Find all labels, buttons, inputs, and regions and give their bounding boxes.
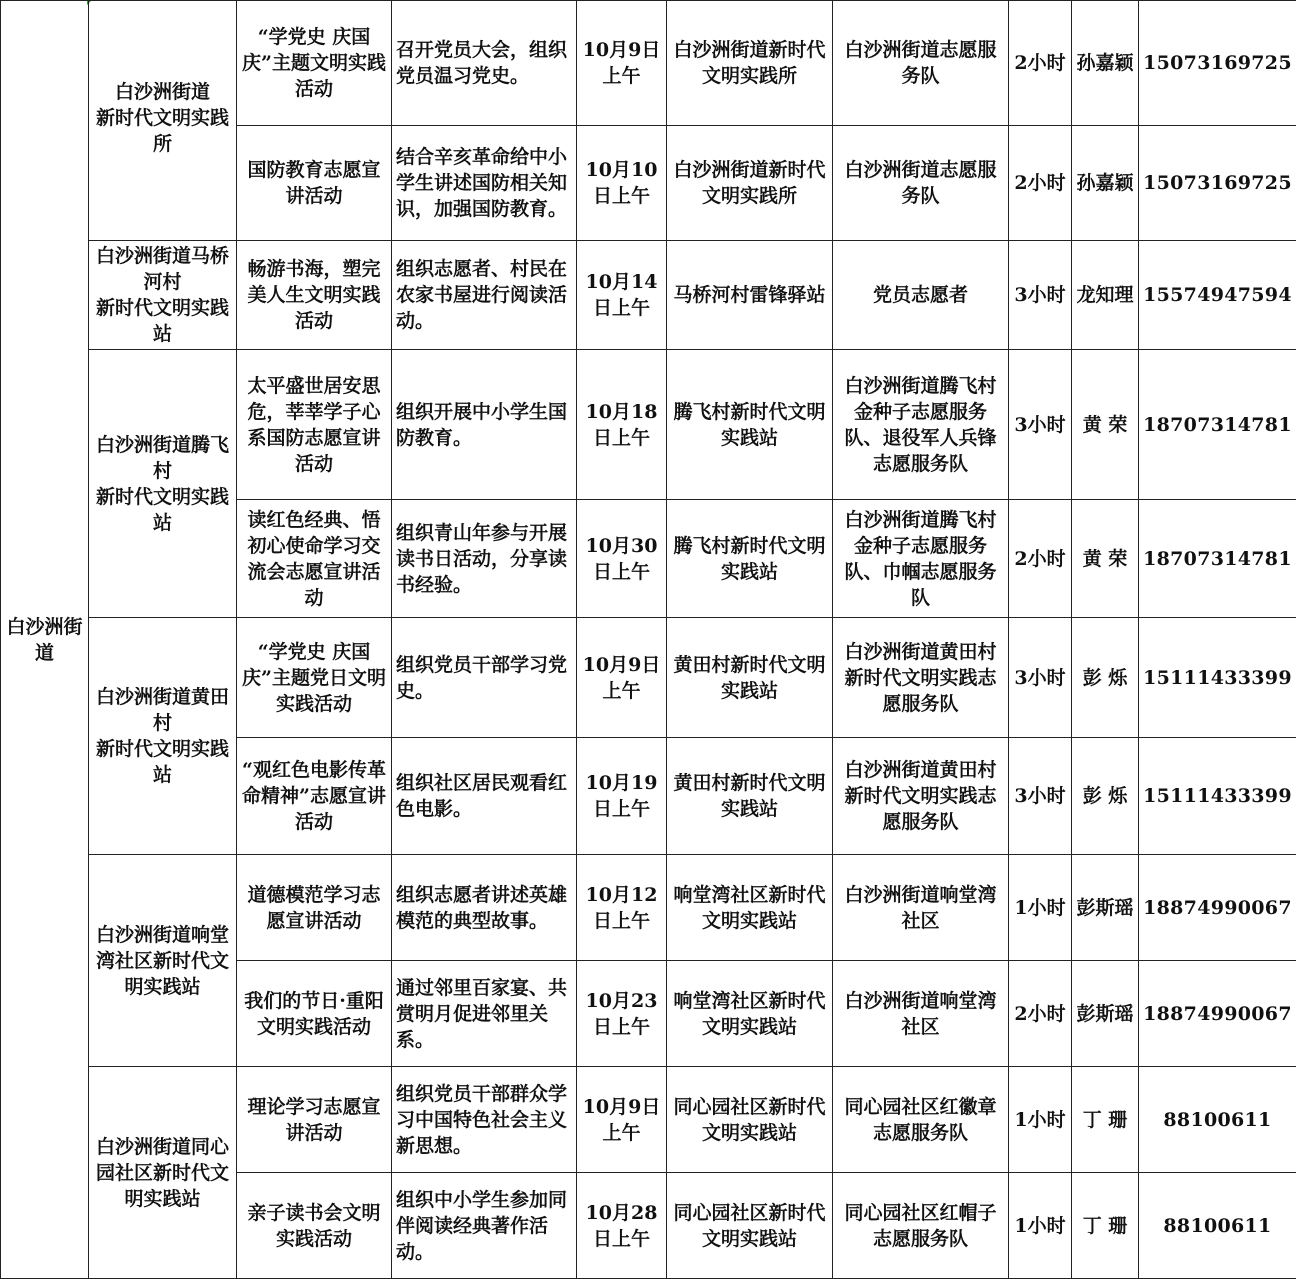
activity-content-cell: 组织志愿者、村民在农家书屋进行阅读活动。 <box>392 241 577 350</box>
service-team-cell: 白沙洲街道响堂湾社区 <box>833 855 1009 961</box>
service-team-cell: 白沙洲街道响堂湾社区 <box>833 961 1009 1067</box>
activity-time-cell: 10月10日上午 <box>577 126 667 241</box>
activity-name-cell: 理论学习志愿宣讲活动 <box>237 1067 392 1173</box>
duration-cell: 2小时 <box>1009 126 1072 241</box>
contact-phone-cell: 15111433399 <box>1139 618 1296 738</box>
table-row <box>1 618 1296 738</box>
duration-cell: 2小时 <box>1009 500 1072 618</box>
activity-place-cell: 腾飞村新时代文明实践站 <box>667 350 833 500</box>
activity-place-cell: 黄田村新时代文明实践站 <box>667 618 833 738</box>
activity-name-cell: 亲子读书会文明实践活动 <box>237 1173 392 1279</box>
contact-person-cell: 彭 烁 <box>1072 738 1139 855</box>
activity-time-cell: 10月19日上午 <box>577 738 667 855</box>
activity-time-cell: 10月23日上午 <box>577 961 667 1067</box>
duration-cell: 3小时 <box>1009 618 1072 738</box>
service-team-cell: 党员志愿者 <box>833 241 1009 350</box>
station-cell: 白沙洲街道马桥河村 新时代文明实践站 <box>89 241 237 350</box>
duration-cell: 2小时 <box>1009 961 1072 1067</box>
activity-name-cell: 国防教育志愿宣讲活动 <box>237 126 392 241</box>
activity-name-cell: “观红色电影传革命精神”志愿宣讲活动 <box>237 738 392 855</box>
activity-name-cell: 太平盛世居安思危，莘莘学子心系国防志愿宣讲活动 <box>237 350 392 500</box>
duration-cell: 3小时 <box>1009 738 1072 855</box>
contact-phone-cell: 18874990067 <box>1139 855 1296 961</box>
activity-name-cell: 读红色经典、悟初心使命学习交流会志愿宣讲活动 <box>237 500 392 618</box>
contact-person-cell: 黄 荣 <box>1072 500 1139 618</box>
service-team-cell: 白沙洲街道腾飞村金种子志愿服务队、退役军人兵锋志愿服务队 <box>833 350 1009 500</box>
contact-person-cell: 丁 珊 <box>1072 1173 1139 1279</box>
service-team-cell: 白沙洲街道志愿服务队 <box>833 1 1009 126</box>
activity-content-cell: 召开党员大会，组织党员温习党史。 <box>392 1 577 126</box>
activity-content-cell: 组织党员干部群众学习中国特色社会主义新思想。 <box>392 1067 577 1173</box>
station-cell: 白沙洲街道响堂湾社区新时代文明实践站 <box>89 855 237 1067</box>
station-cell: 白沙洲街道 新时代文明实践所 <box>89 1 237 241</box>
contact-person-cell: 孙嘉颖 <box>1072 126 1139 241</box>
activity-name-cell: 我们的节日·重阳文明实践活动 <box>237 961 392 1067</box>
activity-content-cell: 组织青山年参与开展读书日活动，分享读书经验。 <box>392 500 577 618</box>
contact-person-cell: 彭斯瑶 <box>1072 855 1139 961</box>
activity-place-cell: 马桥河村雷锋驿站 <box>667 241 833 350</box>
table-row <box>1 1067 1296 1173</box>
duration-cell: 1小时 <box>1009 1067 1072 1173</box>
service-team-cell: 白沙洲街道黄田村新时代文明实践志愿服务队 <box>833 738 1009 855</box>
activity-time-cell: 10月28日上午 <box>577 1173 667 1279</box>
activity-name-cell: 道德模范学习志愿宣讲活动 <box>237 855 392 961</box>
activity-time-cell: 10月9日上午 <box>577 1 667 126</box>
service-team-cell: 同心园社区红徽章志愿服务队 <box>833 1067 1009 1173</box>
activity-time-cell: 10月30日上午 <box>577 500 667 618</box>
service-team-cell: 白沙洲街道志愿服务队 <box>833 126 1009 241</box>
activity-name-cell: “学党史 庆国庆”主题党日文明实践活动 <box>237 618 392 738</box>
duration-cell: 1小时 <box>1009 855 1072 961</box>
duration-cell: 2小时 <box>1009 1 1072 126</box>
contact-person-cell: 孙嘉颖 <box>1072 1 1139 126</box>
activity-content-cell: 组织志愿者讲述英雄模范的典型故事。 <box>392 855 577 961</box>
activity-content-cell: 结合辛亥革命给中小学生讲述国防相关知识，加强国防教育。 <box>392 126 577 241</box>
activity-place-cell: 白沙洲街道新时代文明实践所 <box>667 126 833 241</box>
contact-phone-cell: 88100611 <box>1139 1067 1296 1173</box>
activity-content-cell: 组织社区居民观看红色电影。 <box>392 738 577 855</box>
contact-phone-cell: 15073169725 <box>1139 126 1296 241</box>
station-cell: 白沙洲街道腾飞村 新时代文明实践站 <box>89 350 237 618</box>
contact-phone-cell: 18707314781 <box>1139 500 1296 618</box>
activity-content-cell: 组织开展中小学生国防教育。 <box>392 350 577 500</box>
station-cell: 白沙洲街道黄田村 新时代文明实践站 <box>89 618 237 855</box>
table-row <box>1 350 1296 500</box>
table-row <box>1 241 1296 350</box>
station-cell: 白沙洲街道同心园社区新时代文明实践站 <box>89 1067 237 1279</box>
contact-person-cell: 黄 荣 <box>1072 350 1139 500</box>
table-row <box>1 855 1296 961</box>
activity-name-cell: 畅游书海，塑完美人生文明实践活动 <box>237 241 392 350</box>
activity-time-cell: 10月14日上午 <box>577 241 667 350</box>
activity-place-cell: 响堂湾社区新时代文明实践站 <box>667 961 833 1067</box>
activity-place-cell: 同心园社区新时代文明实践站 <box>667 1067 833 1173</box>
activity-place-cell: 黄田村新时代文明实践站 <box>667 738 833 855</box>
activity-name-cell: “学党史 庆国庆”主题文明实践活动 <box>237 1 392 126</box>
service-team-cell: 白沙洲街道腾飞村金种子志愿服务队、巾帼志愿服务队 <box>833 500 1009 618</box>
table-row <box>1 1 1296 126</box>
service-team-cell: 白沙洲街道黄田村新时代文明实践志愿服务队 <box>833 618 1009 738</box>
district-cell: 白沙洲街道 <box>1 1 89 1279</box>
activity-place-cell: 响堂湾社区新时代文明实践站 <box>667 855 833 961</box>
contact-person-cell: 龙知理 <box>1072 241 1139 350</box>
activity-place-cell: 白沙洲街道新时代文明实践所 <box>667 1 833 126</box>
contact-phone-cell: 15574947594 <box>1139 241 1296 350</box>
activity-place-cell: 腾飞村新时代文明实践站 <box>667 500 833 618</box>
contact-person-cell: 彭斯瑶 <box>1072 961 1139 1067</box>
activity-content-cell: 通过邻里百家宴、共赏明月促进邻里关系。 <box>392 961 577 1067</box>
contact-phone-cell: 15073169725 <box>1139 1 1296 126</box>
duration-cell: 3小时 <box>1009 350 1072 500</box>
contact-person-cell: 丁 珊 <box>1072 1067 1139 1173</box>
activity-time-cell: 10月18日上午 <box>577 350 667 500</box>
activity-content-cell: 组织中小学生参加同伴阅读经典著作活动。 <box>392 1173 577 1279</box>
service-team-cell: 同心园社区红帽子志愿服务队 <box>833 1173 1009 1279</box>
contact-phone-cell: 18707314781 <box>1139 350 1296 500</box>
activity-place-cell: 同心园社区新时代文明实践站 <box>667 1173 833 1279</box>
contact-phone-cell: 15111433399 <box>1139 738 1296 855</box>
activity-time-cell: 10月9日上午 <box>577 618 667 738</box>
duration-cell: 3小时 <box>1009 241 1072 350</box>
activity-time-cell: 10月12日上午 <box>577 855 667 961</box>
contact-phone-cell: 88100611 <box>1139 1173 1296 1279</box>
duration-cell: 1小时 <box>1009 1173 1072 1279</box>
contact-person-cell: 彭 烁 <box>1072 618 1139 738</box>
activity-content-cell: 组织党员干部学习党史。 <box>392 618 577 738</box>
contact-phone-cell: 18874990067 <box>1139 961 1296 1067</box>
activity-time-cell: 10月9日上午 <box>577 1067 667 1173</box>
